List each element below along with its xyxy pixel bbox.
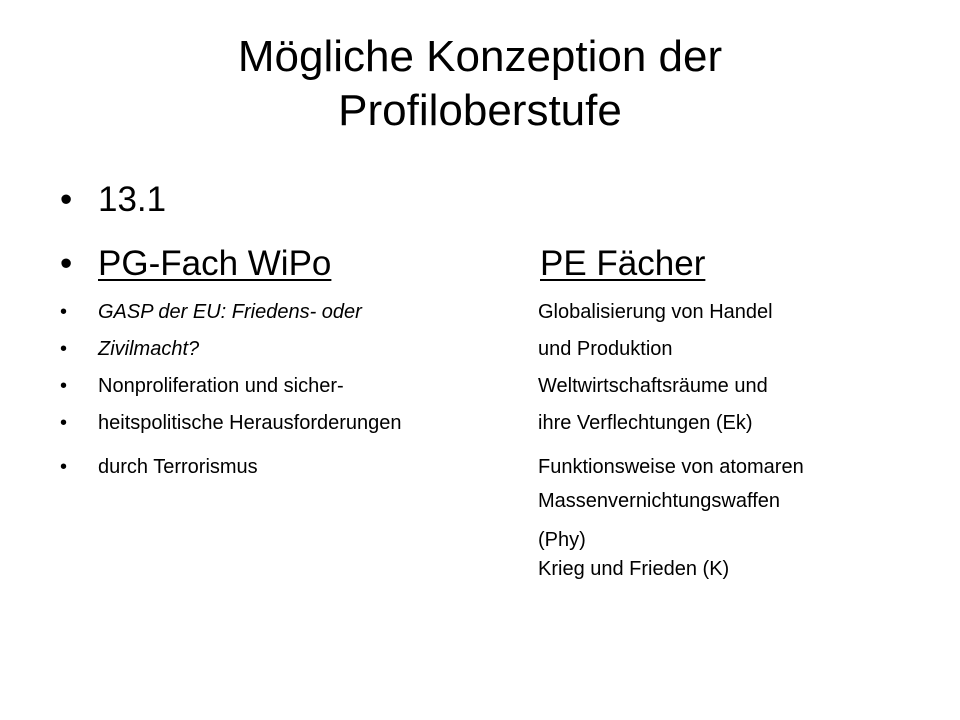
bullet-dot: • [60,180,73,219]
pg-fach-label: PG-Fach WiPo [98,244,332,283]
pe-topic: (Phy) [538,529,586,551]
heading-13-1: 13.1 [98,180,167,219]
bullet-dot: • [60,456,68,478]
pe-topic: und Produktion [538,338,673,360]
pe-topic: Funktionsweise von atomaren [538,456,804,478]
bullet-dot: • [60,375,68,397]
pg-topic: Nonproliferation und sicher- [98,375,344,397]
bullet-dot: • [60,244,73,283]
bullet-dot: • [60,412,68,434]
pe-topic: Globalisierung von Handel [538,301,773,323]
pe-faecher-label: PE Fächer [540,244,706,283]
bullet-dot: • [60,338,68,360]
pe-topic: Krieg und Frieden (K) [538,558,730,580]
pg-topic: GASP der EU: Friedens- oder [98,301,362,323]
pg-topic: heitspolitische Herausforderungen [98,412,402,434]
pe-topic: ihre Verflechtungen (Ek) [538,412,753,434]
pg-topic: Zivilmacht? [98,338,200,360]
pe-topic: Weltwirtschaftsräume und [538,375,768,397]
pe-topic: Massenvernichtungswaffen [538,490,780,512]
title-line-1: Mögliche Konzeption der [237,32,723,81]
title-line-2: Profiloberstufe [338,86,622,135]
pg-topic: durch Terrorismus [98,456,258,478]
slide-title [0,30,960,138]
bullet-dot: • [60,301,68,323]
